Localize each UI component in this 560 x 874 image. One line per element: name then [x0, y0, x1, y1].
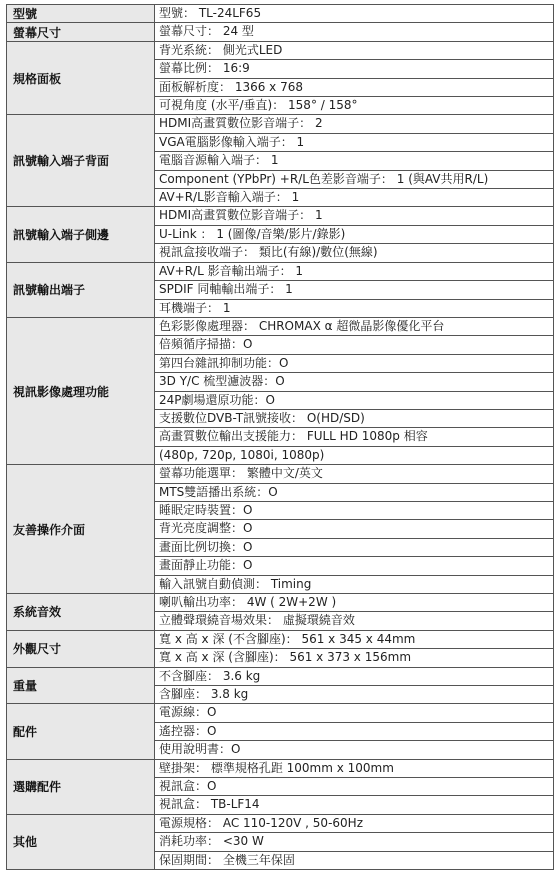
spec-row	[7, 704, 554, 722]
spec-value: 背光系統： 側光式LED	[155, 41, 554, 59]
spec-value: U-Link ： 1 (圖像/音樂/影片/錄影)	[155, 225, 554, 243]
spec-row	[7, 630, 554, 648]
spec-value: 喇叭輸出功率： 4W ( 2W+2W )	[155, 594, 554, 612]
spec-value: 電源規格： AC 110-120V , 50-60Hz	[155, 814, 554, 832]
spec-category: 友善操作介面	[7, 465, 155, 594]
spec-row	[7, 317, 554, 335]
spec-value: 面板解析度： 1366 x 768	[155, 78, 554, 96]
spec-value: 色彩影像處理器： CHROMAX α 超微晶影像優化平台	[155, 317, 554, 335]
spec-category: 重量	[7, 667, 155, 704]
spec-category: 訊號輸入端子背面	[7, 115, 155, 207]
spec-value: VGA電腦影像輸入端子： 1	[155, 133, 554, 151]
spec-value: 螢幕比例： 16:9	[155, 60, 554, 78]
spec-value: 電腦音源輸入端子： 1	[155, 152, 554, 170]
spec-row	[7, 5, 554, 23]
spec-category: 螢幕尺寸	[7, 23, 155, 41]
spec-category: 外觀尺寸	[7, 630, 155, 667]
spec-row	[7, 262, 554, 280]
spec-value: 使用說明書：O	[155, 741, 554, 759]
spec-value: (480p, 720p, 1080i, 1080p)	[155, 446, 554, 464]
spec-value: 可視角度 (水平/垂直)： 158° / 158°	[155, 97, 554, 115]
spec-value: 寬 x 高 x 深 (不含腳座)： 561 x 345 x 44mm	[155, 630, 554, 648]
spec-row	[7, 207, 554, 225]
spec-value: 視訊盒：O	[155, 778, 554, 796]
spec-category: 選購配件	[7, 759, 155, 814]
spec-value: 第四台雜訊抑制功能：O	[155, 354, 554, 372]
spec-value: 消耗功率： <30 W	[155, 833, 554, 851]
spec-value: 睡眠定時裝置：O	[155, 501, 554, 519]
spec-value: 型號： TL-24LF65	[155, 5, 554, 23]
spec-category: 型號	[7, 5, 155, 23]
spec-value: 輸入訊號自動偵測： Timing	[155, 575, 554, 593]
spec-value: 螢幕尺寸： 24 型	[155, 23, 554, 41]
spec-category: 其他	[7, 814, 155, 869]
spec-row	[7, 594, 554, 612]
spec-value: 視訊盒接收端子： 類比(有線)/數位(無線)	[155, 244, 554, 262]
spec-value: 不含腳座： 3.6 kg	[155, 667, 554, 685]
spec-category: 系統音效	[7, 594, 155, 631]
spec-row	[7, 465, 554, 483]
spec-value: AV+R/L 影音輸出端子： 1	[155, 262, 554, 280]
spec-value: 視訊盒： TB-LF14	[155, 796, 554, 814]
spec-row	[7, 814, 554, 832]
spec-value: MTS雙語播出系統：O	[155, 483, 554, 501]
spec-value: 倍頻循序掃描：O	[155, 336, 554, 354]
spec-row	[7, 115, 554, 133]
spec-row	[7, 667, 554, 685]
spec-value: AV+R/L影音輸入端子： 1	[155, 189, 554, 207]
spec-value: 支援數位DVB-T訊號接收： O(HD/SD)	[155, 409, 554, 427]
spec-value: Component (YPbPr) +R/L色差影音端子： 1 (與AV共用R/L)	[155, 170, 554, 188]
spec-value: HDMI高畫質數位影音端子： 1	[155, 207, 554, 225]
spec-value: 畫面靜止功能：O	[155, 557, 554, 575]
spec-value: 耳機端子： 1	[155, 299, 554, 317]
spec-value: 立體聲環繞音場效果： 虛擬環繞音效	[155, 612, 554, 630]
spec-category: 配件	[7, 704, 155, 759]
spec-row	[7, 759, 554, 777]
spec-value: 畫面比例切換：O	[155, 538, 554, 556]
spec-value: 背光亮度調整：O	[155, 520, 554, 538]
spec-category: 訊號輸入端子側邊	[7, 207, 155, 262]
spec-category: 視訊影像處理功能	[7, 317, 155, 464]
spec-table	[6, 4, 554, 870]
spec-category: 規格面板	[7, 41, 155, 115]
spec-value: SPDIF 同軸輸出端子： 1	[155, 281, 554, 299]
spec-value: 遙控器：O	[155, 722, 554, 740]
spec-value: 電源線：O	[155, 704, 554, 722]
spec-value: 保固期間： 全機三年保固	[155, 851, 554, 869]
spec-category: 訊號輸出端子	[7, 262, 155, 317]
spec-row	[7, 41, 554, 59]
spec-table-body	[7, 5, 554, 870]
spec-value: 3D Y/C 梳型濾波器：O	[155, 373, 554, 391]
spec-row	[7, 23, 554, 41]
spec-value: 寬 x 高 x 深 (含腳座)： 561 x 373 x 156mm	[155, 649, 554, 667]
spec-value: HDMI高畫質數位影音端子： 2	[155, 115, 554, 133]
spec-value: 含腳座： 3.8 kg	[155, 686, 554, 704]
spec-value: 壁掛架： 標準規格孔距 100mm x 100mm	[155, 759, 554, 777]
spec-value: 24P劇場還原功能：O	[155, 391, 554, 409]
spec-value: 高畫質數位輸出支援能力： FULL HD 1080p 相容	[155, 428, 554, 446]
spec-value: 螢幕功能選單： 繁體中文/英文	[155, 465, 554, 483]
